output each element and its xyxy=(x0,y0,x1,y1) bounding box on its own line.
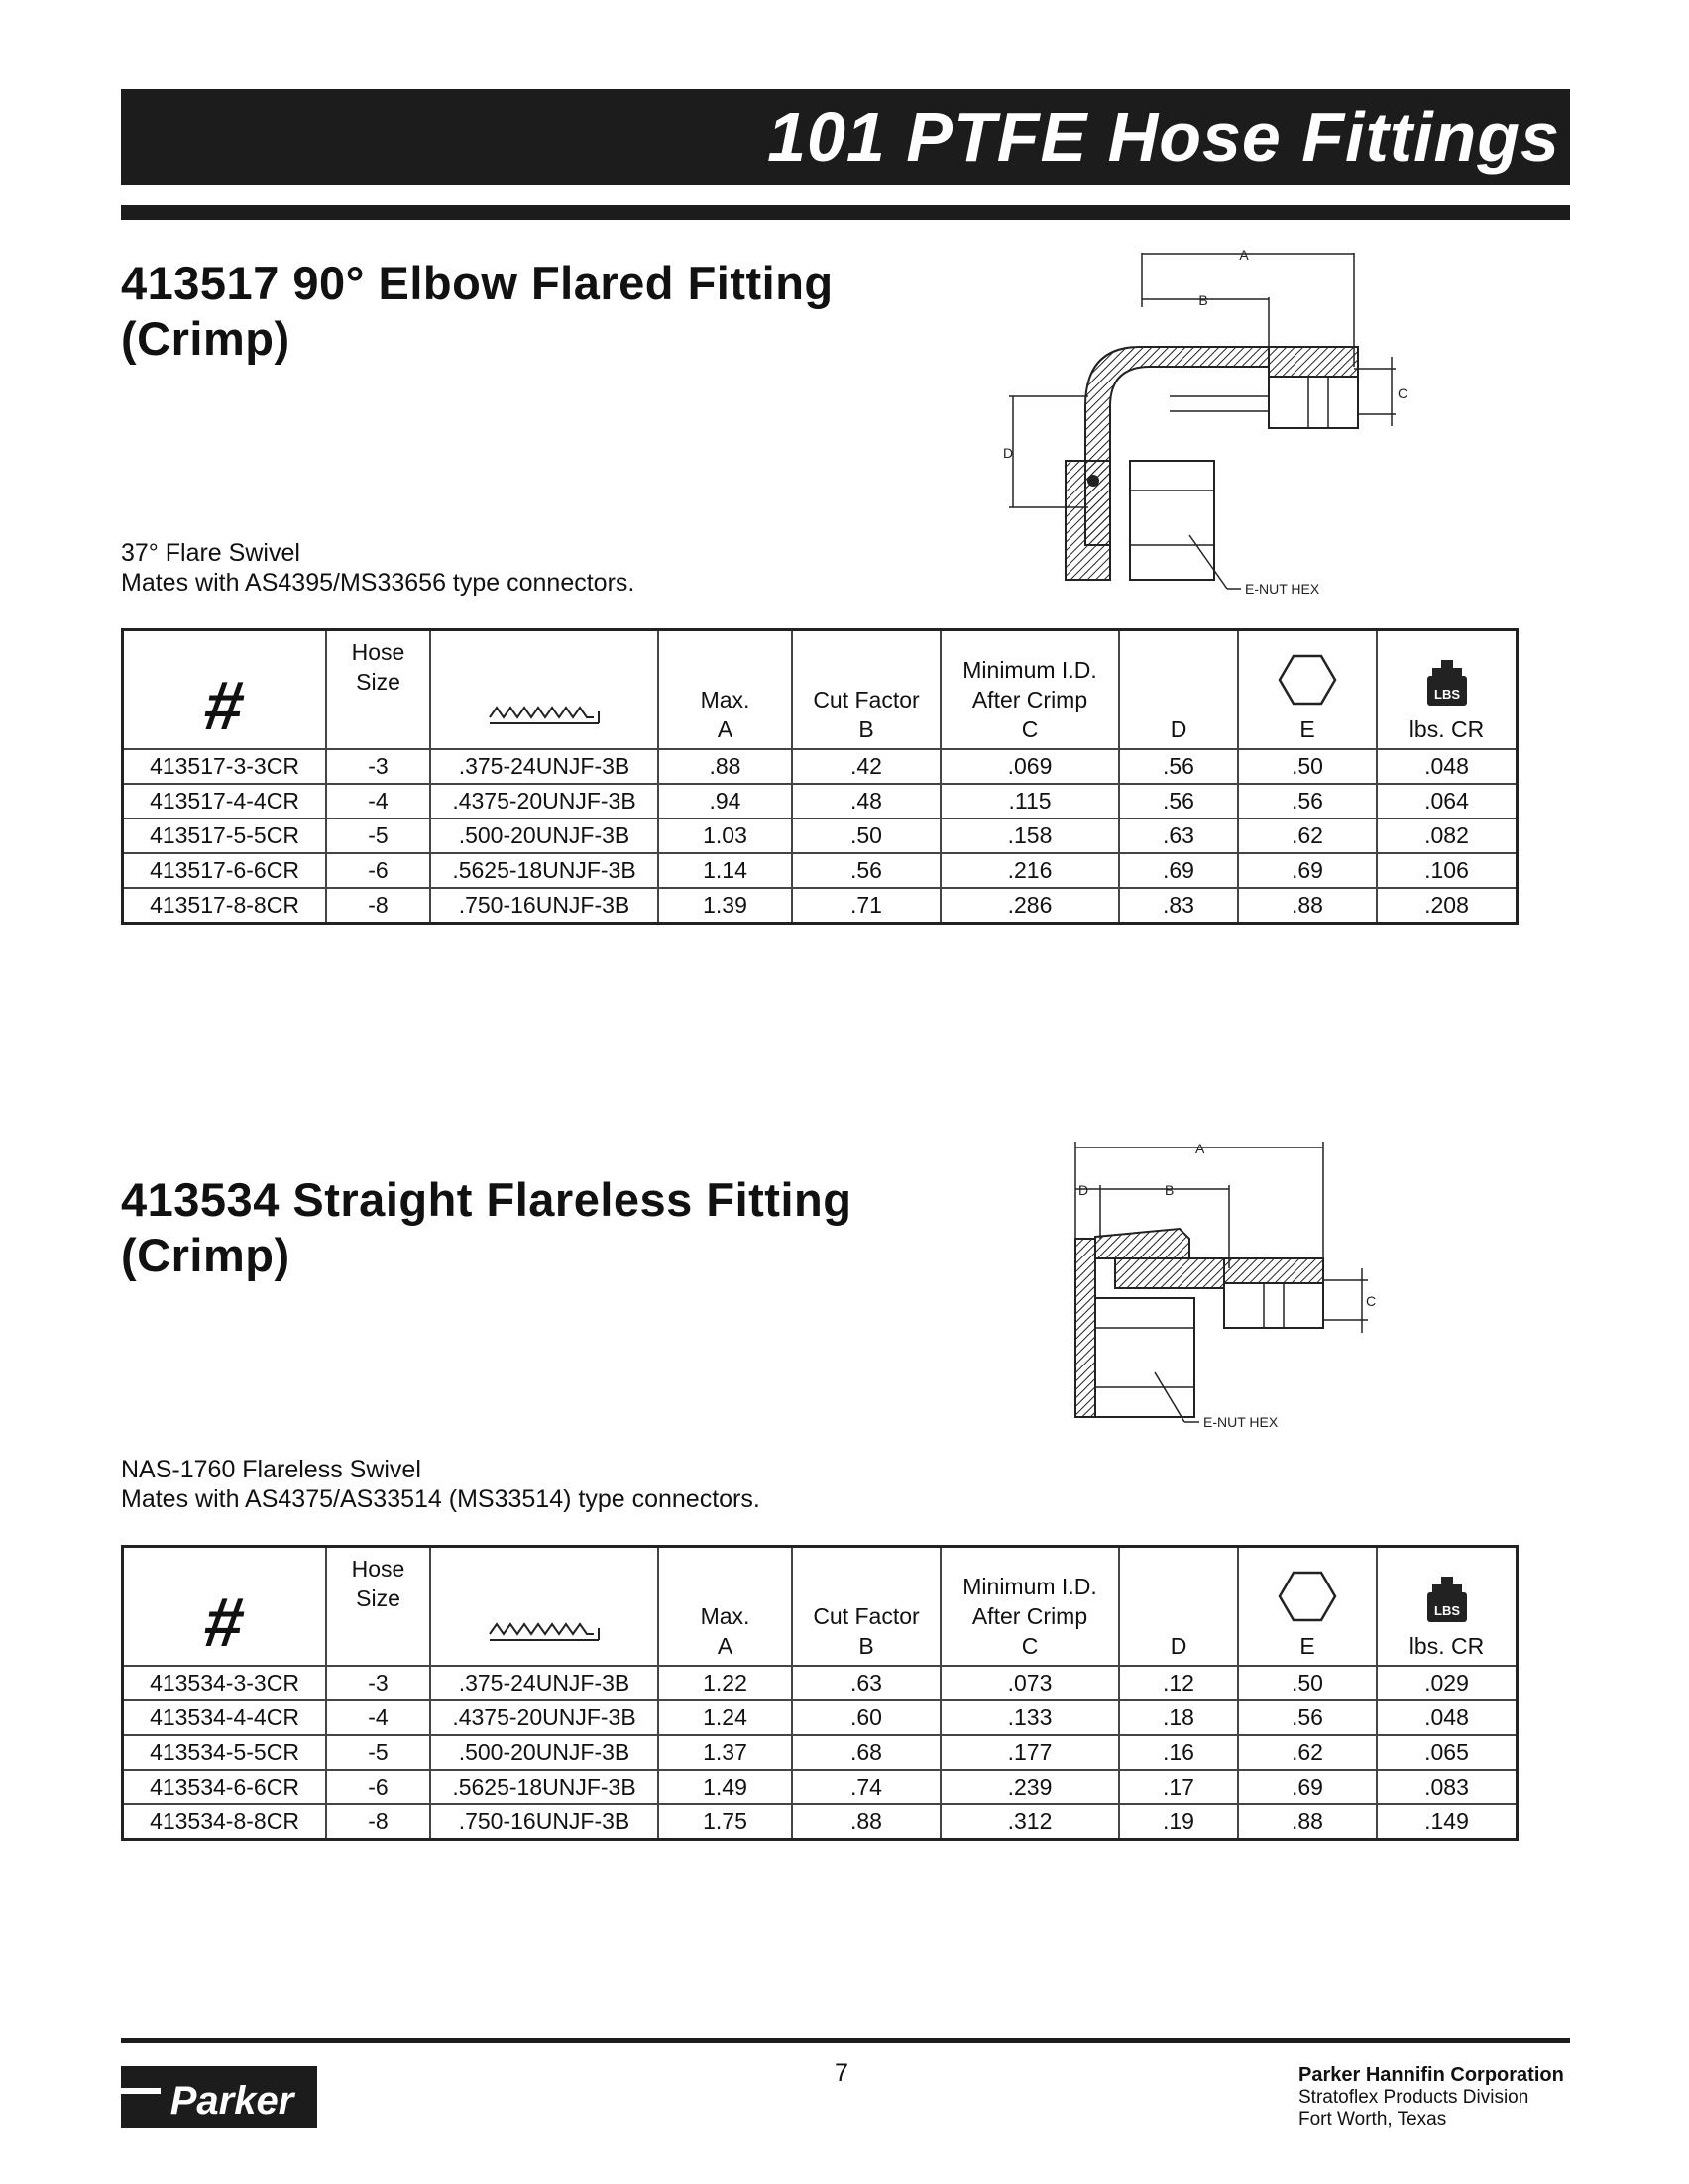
max-a-header: Max. A xyxy=(658,630,792,750)
table-cell: 1.49 xyxy=(658,1770,792,1804)
cut-factor-header: Cut Factor B xyxy=(792,630,941,750)
table-cell: .50 xyxy=(792,819,941,853)
table-cell: .48 xyxy=(792,784,941,819)
hose-size-header: Hose Size xyxy=(326,1547,430,1667)
section2-title-line2: (Crimp) xyxy=(121,1229,290,1281)
weight-icon xyxy=(1424,1575,1470,1624)
table-cell: -3 xyxy=(326,1666,430,1700)
logo-text: Parker xyxy=(169,2079,294,2123)
thread-icon xyxy=(480,1614,609,1654)
section1-desc-line2: Mates with AS4395/MS33656 type connectors. xyxy=(121,569,635,597)
table-cell: .88 xyxy=(658,749,792,784)
d-header: D xyxy=(1119,630,1238,750)
min-id-header: Minimum I.D. After Crimp C xyxy=(941,1547,1119,1667)
table-cell: .239 xyxy=(941,1770,1119,1804)
hose-size-header: Hose Size xyxy=(326,630,430,750)
section1-spec-table xyxy=(121,628,1519,925)
hex-label-2: E-NUT HEX xyxy=(1203,1414,1279,1430)
table-cell: .4375-20UNJF-3B xyxy=(430,1700,658,1735)
table-cell: .4375-20UNJF-3B xyxy=(430,784,658,819)
table-row xyxy=(123,749,1518,784)
table-cell: .56 xyxy=(1238,784,1377,819)
section2-desc-line1: NAS-1760 Flareless Swivel xyxy=(121,1456,421,1483)
section2-desc-line2: Mates with AS4375/AS33514 (MS33514) type connectors. xyxy=(121,1485,760,1513)
section1-title-line1: 413517 90° Elbow Flared Fitting xyxy=(121,257,834,309)
table-cell: 413517-8-8CR xyxy=(123,888,327,924)
section2-title xyxy=(121,1172,851,1283)
table-cell: .17 xyxy=(1119,1770,1238,1804)
table-cell: .74 xyxy=(792,1770,941,1804)
table-header-row xyxy=(123,630,1518,750)
table-cell: .18 xyxy=(1119,1700,1238,1735)
table-cell: 413517-6-6CR xyxy=(123,853,327,888)
table-cell: .88 xyxy=(792,1804,941,1840)
table-cell: .5625-18UNJF-3B xyxy=(430,1770,658,1804)
elbow-fitting-diagram xyxy=(991,238,1427,604)
table-cell: .082 xyxy=(1377,819,1518,853)
table-cell: .63 xyxy=(792,1666,941,1700)
table-cell: .42 xyxy=(792,749,941,784)
weight-icon xyxy=(1424,658,1470,708)
part-number-header: # xyxy=(199,667,250,744)
table-cell: .69 xyxy=(1238,853,1377,888)
table-cell: 413534-5-5CR xyxy=(123,1735,327,1770)
table-cell: .375-24UNJF-3B xyxy=(430,1666,658,1700)
section1-description xyxy=(121,538,634,598)
table-cell: .88 xyxy=(1238,888,1377,924)
table-cell: -8 xyxy=(326,888,430,924)
table-cell: 1.37 xyxy=(658,1735,792,1770)
table-cell: .375-24UNJF-3B xyxy=(430,749,658,784)
table-cell: .56 xyxy=(1119,749,1238,784)
dim-c-label: C xyxy=(1398,385,1408,401)
table-cell: -3 xyxy=(326,749,430,784)
dim-b-label-2: B xyxy=(1165,1182,1175,1198)
header-rule xyxy=(121,205,1570,220)
straight-fitting-diagram xyxy=(1041,1130,1417,1437)
table-cell: -5 xyxy=(326,1735,430,1770)
table-cell: 1.39 xyxy=(658,888,792,924)
d-header: D xyxy=(1119,1547,1238,1667)
table-cell: -8 xyxy=(326,1804,430,1840)
table-cell: 413534-6-6CR xyxy=(123,1770,327,1804)
thread-header xyxy=(430,630,658,750)
table-cell: 1.24 xyxy=(658,1700,792,1735)
table-cell: 1.14 xyxy=(658,853,792,888)
table-cell: .069 xyxy=(941,749,1119,784)
section1-title xyxy=(121,256,834,367)
table-header-row xyxy=(123,1547,1518,1667)
table-cell: .048 xyxy=(1377,749,1518,784)
table-cell: .106 xyxy=(1377,853,1518,888)
table-cell: -5 xyxy=(326,819,430,853)
section1-table-body xyxy=(123,749,1518,924)
lbs-badge: LBS xyxy=(1433,687,1460,702)
table-cell: .88 xyxy=(1238,1804,1377,1840)
table-cell: .158 xyxy=(941,819,1119,853)
table-cell: .065 xyxy=(1377,1735,1518,1770)
table-cell: 1.75 xyxy=(658,1804,792,1840)
table-cell: .56 xyxy=(1238,1700,1377,1735)
table-cell: .750-16UNJF-3B xyxy=(430,888,658,924)
section2-table-body xyxy=(123,1666,1518,1840)
table-cell: .048 xyxy=(1377,1700,1518,1735)
page-title: 101 PTFE Hose Fittings xyxy=(767,98,1560,175)
table-cell: .064 xyxy=(1377,784,1518,819)
e-header: E xyxy=(1238,1547,1377,1667)
cut-factor-header: Cut Factor B xyxy=(792,1547,941,1667)
section1-title-line2: (Crimp) xyxy=(121,312,290,365)
table-cell: 413517-4-4CR xyxy=(123,784,327,819)
corporation-info xyxy=(1298,2064,1564,2130)
part-number-header: # xyxy=(199,1583,250,1661)
section2-title-line1: 413534 Straight Flareless Fitting xyxy=(121,1173,852,1226)
table-cell: .19 xyxy=(1119,1804,1238,1840)
thread-header xyxy=(430,1547,658,1667)
table-cell: .12 xyxy=(1119,1666,1238,1700)
thread-icon xyxy=(480,698,609,737)
section2-spec-table xyxy=(121,1545,1519,1841)
table-row xyxy=(123,1804,1518,1840)
weight-header: LBS lbs. CR xyxy=(1377,1547,1518,1667)
table-cell: 413534-3-3CR xyxy=(123,1666,327,1700)
table-cell: 413534-8-8CR xyxy=(123,1804,327,1840)
table-cell: 413517-5-5CR xyxy=(123,819,327,853)
hexagon-icon xyxy=(1278,1569,1337,1624)
dim-a-label-2: A xyxy=(1195,1141,1205,1156)
table-row xyxy=(123,853,1518,888)
table-cell: -6 xyxy=(326,1770,430,1804)
table-cell: .69 xyxy=(1238,1770,1377,1804)
table-cell: .56 xyxy=(792,853,941,888)
table-cell: .177 xyxy=(941,1735,1119,1770)
table-cell: .149 xyxy=(1377,1804,1518,1840)
section1-desc-line1: 37° Flare Swivel xyxy=(121,539,300,567)
section2-description xyxy=(121,1455,760,1514)
table-cell: .115 xyxy=(941,784,1119,819)
min-id-header: Minimum I.D. After Crimp C xyxy=(941,630,1119,750)
table-cell: .029 xyxy=(1377,1666,1518,1700)
table-cell: .63 xyxy=(1119,819,1238,853)
table-cell: .69 xyxy=(1119,853,1238,888)
corp-name: Parker Hannifin Corporation xyxy=(1298,2064,1564,2086)
corp-division: Stratoflex Products Division xyxy=(1298,2087,1529,2108)
table-cell: .750-16UNJF-3B xyxy=(430,1804,658,1840)
weight-header: LBS lbs. CR xyxy=(1377,630,1518,750)
table-cell: .68 xyxy=(792,1735,941,1770)
corp-location: Fort Worth, Texas xyxy=(1298,2109,1447,2129)
table-cell: -4 xyxy=(326,1700,430,1735)
table-row xyxy=(123,1666,1518,1700)
table-row xyxy=(123,819,1518,853)
table-cell: 413517-3-3CR xyxy=(123,749,327,784)
table-row xyxy=(123,888,1518,924)
hexagon-icon xyxy=(1278,652,1337,708)
table-cell: -4 xyxy=(326,784,430,819)
table-cell: .073 xyxy=(941,1666,1119,1700)
table-cell: 1.03 xyxy=(658,819,792,853)
table-cell: .5625-18UNJF-3B xyxy=(430,853,658,888)
table-cell: .71 xyxy=(792,888,941,924)
max-a-header: Max. A xyxy=(658,1547,792,1667)
dim-a-label: A xyxy=(1239,247,1249,263)
table-row xyxy=(123,1735,1518,1770)
table-cell: .312 xyxy=(941,1804,1119,1840)
table-cell: .50 xyxy=(1238,1666,1377,1700)
dim-d-label: D xyxy=(1003,445,1014,461)
table-cell: .94 xyxy=(658,784,792,819)
table-cell: .56 xyxy=(1119,784,1238,819)
table-cell: .083 xyxy=(1377,1770,1518,1804)
dim-c-label-2: C xyxy=(1366,1293,1377,1309)
table-cell: .62 xyxy=(1238,1735,1377,1770)
table-cell: .62 xyxy=(1238,819,1377,853)
e-header: E xyxy=(1238,630,1377,750)
table-cell: .500-20UNJF-3B xyxy=(430,1735,658,1770)
dim-d-label-2: D xyxy=(1078,1182,1089,1198)
table-cell: .16 xyxy=(1119,1735,1238,1770)
lbs-badge: LBS xyxy=(1433,1603,1460,1618)
table-cell: -6 xyxy=(326,853,430,888)
table-cell: 413534-4-4CR xyxy=(123,1700,327,1735)
footer-rule xyxy=(121,2038,1570,2043)
table-cell: .216 xyxy=(941,853,1119,888)
table-row xyxy=(123,784,1518,819)
table-cell: .500-20UNJF-3B xyxy=(430,819,658,853)
table-cell: .133 xyxy=(941,1700,1119,1735)
table-row xyxy=(123,1700,1518,1735)
table-cell: .60 xyxy=(792,1700,941,1735)
parker-logo xyxy=(121,2066,317,2128)
table-cell: .286 xyxy=(941,888,1119,924)
table-cell: .208 xyxy=(1377,888,1518,924)
hex-label: E-NUT HEX xyxy=(1245,581,1320,597)
table-row xyxy=(123,1770,1518,1804)
dim-b-label: B xyxy=(1198,292,1208,308)
table-cell: .83 xyxy=(1119,888,1238,924)
page-number: 7 xyxy=(835,2059,848,2087)
table-cell: 1.22 xyxy=(658,1666,792,1700)
table-cell: .50 xyxy=(1238,749,1377,784)
